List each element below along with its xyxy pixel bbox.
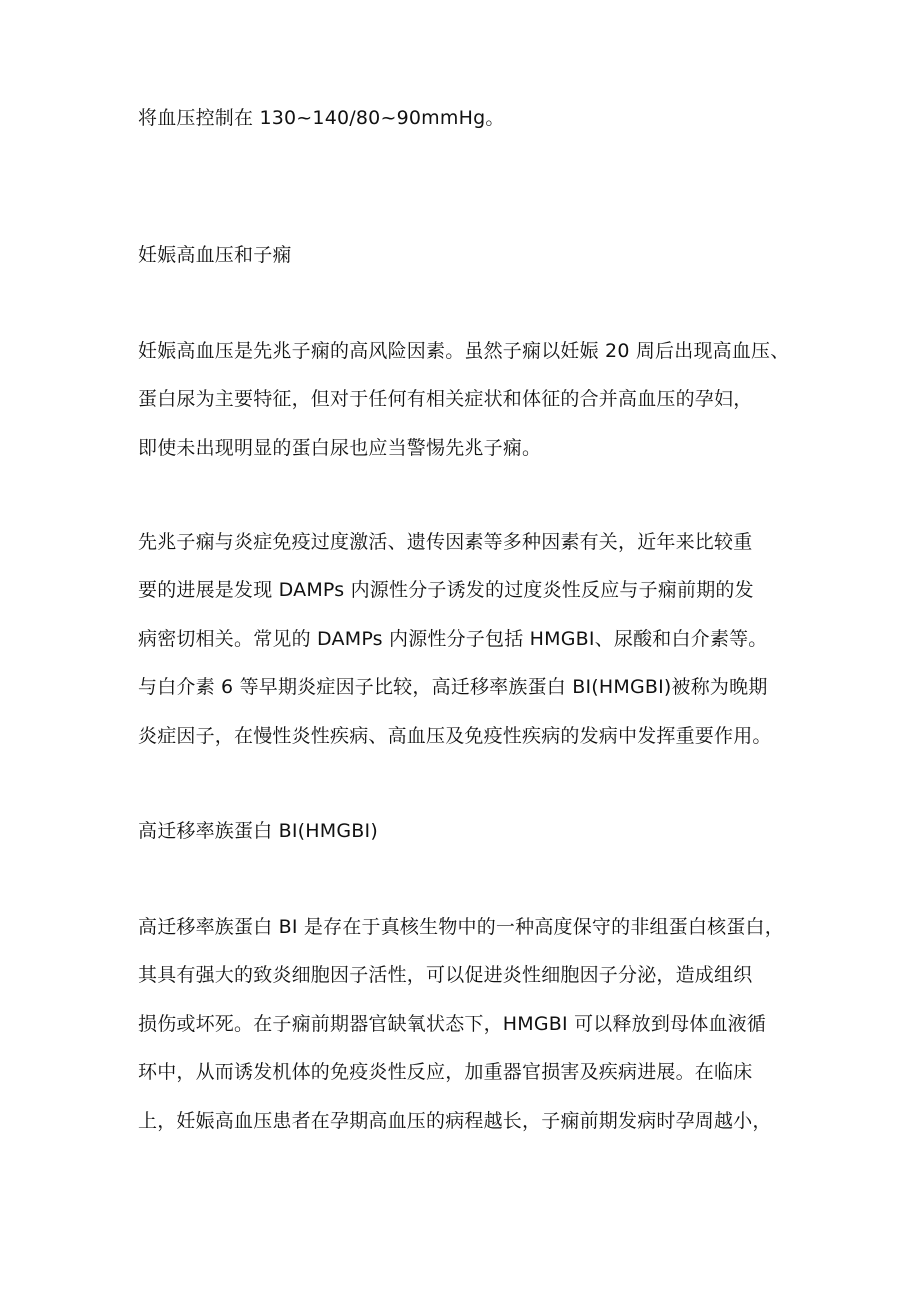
- paragraph-line: 炎症因子，在慢性炎性疾病、高血压及免疫性疾病的发病中发挥重要作用。: [138, 725, 772, 747]
- paragraph-line: 病密切相关。常见的 DAMPs 内源性分子包括 HMGBI、尿酸和白介素等。: [138, 628, 768, 650]
- section-heading: 妊娠高血压和子痫: [138, 244, 292, 266]
- paragraph-line: 损伤或坏死。在子痫前期器官缺氧状态下，HMGBI 可以释放到母体血液循: [138, 1013, 767, 1035]
- paragraph-line: 先兆子痫与炎症免疫过度激活、遗传因素等多种因素有关，近年来比较重: [138, 531, 753, 553]
- paragraph-line: 其具有强大的致炎细胞因子活性，可以促进炎性细胞因子分泌，造成组织: [138, 964, 753, 986]
- paragraph-line: 蛋白尿为主要特征，但对于任何有相关症状和体征的合并高血压的孕妇，: [138, 388, 753, 410]
- paragraph-line: 妊娠高血压是先兆子痫的高风险因素。虽然子痫以妊娠 20 周后出现高血压、: [138, 340, 790, 362]
- paragraph-line: 即使未出现明显的蛋白尿也应当警惕先兆子痫。: [138, 437, 542, 459]
- paragraph-line: 要的进展是发现 DAMPs 内源性分子诱发的过度炎性反应与子痫前期的发: [138, 579, 754, 601]
- paragraph-line: 环中，从而诱发机体的免疫炎性反应，加重器官损害及疾病进展。在临床: [138, 1061, 753, 1083]
- paragraph-line: 上，妊娠高血压患者在孕期高血压的病程越长，子痫前期发病时孕周越小，: [138, 1110, 772, 1132]
- paragraph-line: 与白介素 6 等早期炎症因子比较，高迁移率族蛋白 BI(HMGBI)被称为晚期: [138, 676, 768, 698]
- paragraph-line: 将血压控制在 130~140/80~90mmHg。: [138, 107, 505, 129]
- paragraph-line: 高迁移率族蛋白 BI 是存在于真核生物中的一种高度保守的非组蛋白核蛋白，: [138, 916, 784, 938]
- section-heading: 高迁移率族蛋白 BI(HMGBI): [138, 820, 378, 842]
